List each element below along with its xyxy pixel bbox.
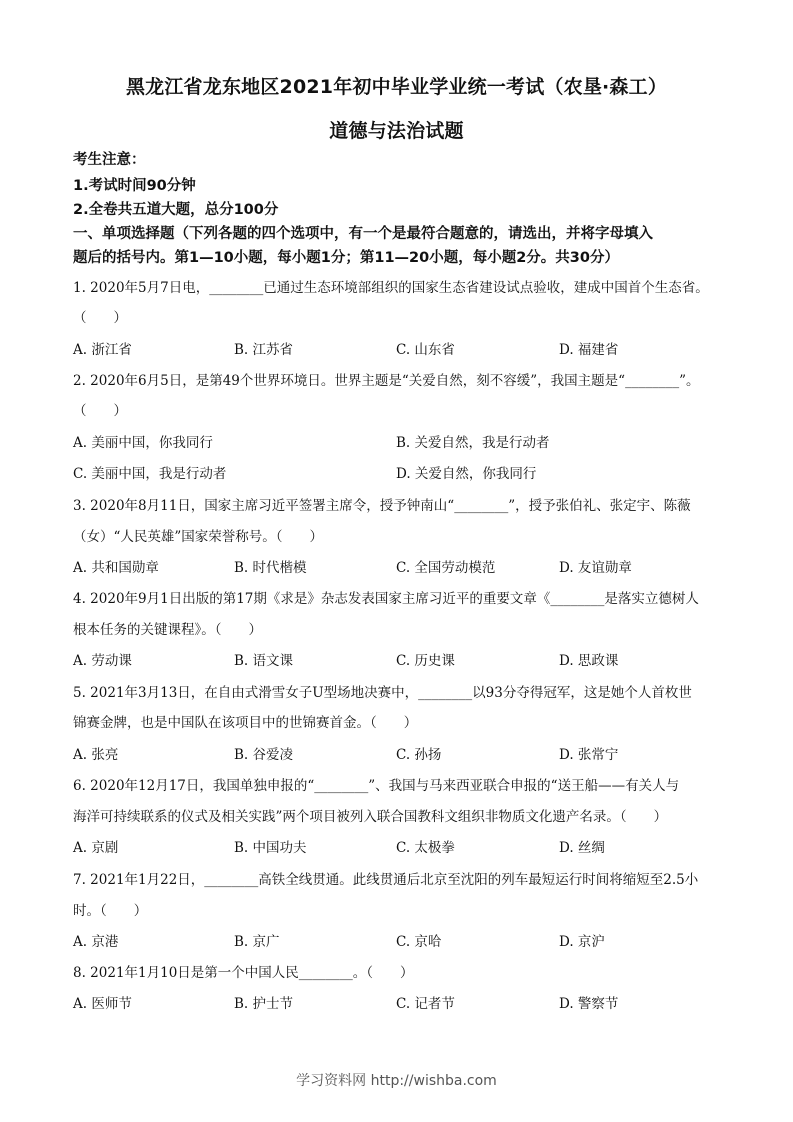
question-3-option-c: C. 全国劳动模范 [396,560,496,576]
notice-item-score: 2.全卷共五道大题，总分100分 [73,202,279,218]
question-4-option-d: D. 思政课 [559,653,619,669]
question-2-option-c: C. 美丽中国，我是行动者 [73,466,227,482]
exam-title: 黑龙江省龙东地区2021年初中毕业学业统一考试（农垦·森工） [125,76,668,98]
question-7-option-a: A. 京港 [73,934,119,950]
question-8-option-b: B. 护士节 [234,996,294,1012]
page-footer: 学习资料网 http://wishba.com [296,1073,497,1089]
question-8-option-a: A. 医师节 [73,996,132,1012]
question-1-text: 1. 2020年5月7日电，________已通过生态环境部组织的国家生态省建设试点验收，建成中国首个生态省。 [73,280,709,296]
question-2-option-d: D. 关爱自然，你我同行 [396,466,537,482]
question-8-text: 8. 2021年1月10日是第一个中国人民________。（ ） [73,965,414,981]
question-1-option-c: C. 山东省 [396,342,455,358]
question-3-text-cont: （女）“人民英雄”国家荣誉称号。（ ） [73,529,324,545]
notice-item-time: 1.考试时间90分钟 [73,178,196,194]
question-7-text: 7. 2021年1月22日，________高铁全线贯通。此线贯通后北京至沈阳的列车最短运行时间将缩短至2.5小 [73,872,699,888]
question-1-bracket: （ ） [73,310,127,326]
section-instruction-line2: 题后的括号内。第1—10小题，每小题1分；第11—20小题，每小题2分。共30分） [73,250,619,266]
exam-subtitle: 道德与法治试题 [329,120,464,142]
question-7-option-d: D. 京沪 [559,934,605,950]
question-2-bracket: （ ） [73,403,127,419]
question-4-option-a: A. 劳动课 [73,653,132,669]
question-4-text: 4. 2020年9月1日出版的第17期《求是》杂志发表国家主席习近平的重要文章《________是落实立德树人 [73,591,699,607]
question-7-option-c: C. 京哈 [396,934,442,950]
question-5-option-d: D. 张常宁 [559,747,619,763]
question-5-text: 5. 2021年3月13日，在自由式滑雪女子U型场地决赛中，________以93分夺得冠军，这是她个人首枚世 [73,685,692,701]
notice-heading: 考生注意： [73,152,146,168]
question-6-text-cont: 海洋可持续联系的仪式及相关实践”两个项目被列入联合国教科文组织非物质文化遗产名录。（ ） [73,809,668,825]
question-2-option-a: A. 美丽中国，你我同行 [73,435,213,451]
question-2-text: 2. 2020年6月5日，是第49个世界环境日。世界主题是“关爱自然，刻不容缓”，我国主题是“________”。 [73,373,700,389]
question-7-text-cont: 时。（ ） [73,903,148,919]
question-3-option-a: A. 共和国勋章 [73,560,159,576]
question-5-option-b: B. 谷爱凌 [234,747,294,763]
question-7-option-b: B. 京广 [234,934,280,950]
question-8-option-c: C. 记者节 [396,996,455,1012]
question-6-option-c: C. 太极拳 [396,840,455,856]
question-6-option-a: A. 京剧 [73,840,119,856]
question-4-text-cont: 根本任务的关键课程》。（ ） [73,622,262,638]
question-8-option-d: D. 警察节 [559,996,619,1012]
question-2-option-b: B. 关爱自然，我是行动者 [396,435,550,451]
question-4-option-b: B. 语文课 [234,653,294,669]
question-6-option-b: B. 中国功夫 [234,840,307,856]
question-4-option-c: C. 历史课 [396,653,455,669]
question-6-text: 6. 2020年12月17日，我国单独申报的“________”、我国与马来西亚联合申报的“送王船——有关人与 [73,778,680,794]
question-1-option-d: D. 福建省 [559,342,619,358]
question-1-option-b: B. 江苏省 [234,342,294,358]
question-5-option-a: A. 张亮 [73,747,119,763]
question-3-option-b: B. 时代楷模 [234,560,307,576]
section-instruction-line1: 一、单项选择题（下列各题的四个选项中，有一个是最符合题意的，请选出，并将字母填入 [73,226,653,242]
question-5-option-c: C. 孙扬 [396,747,442,763]
question-1-option-a: A. 浙江省 [73,342,132,358]
question-5-text-cont: 锦赛金牌，也是中国队在该项目中的世锦赛首金。（ ） [73,715,418,731]
question-3-option-d: D. 友谊勋章 [559,560,632,576]
question-6-option-d: D. 丝绸 [559,840,605,856]
question-3-text: 3. 2020年8月11日，国家主席习近平签署主席令，授予钟南山“________”，授予张伯礼、张定宇、陈薇 [73,498,691,514]
